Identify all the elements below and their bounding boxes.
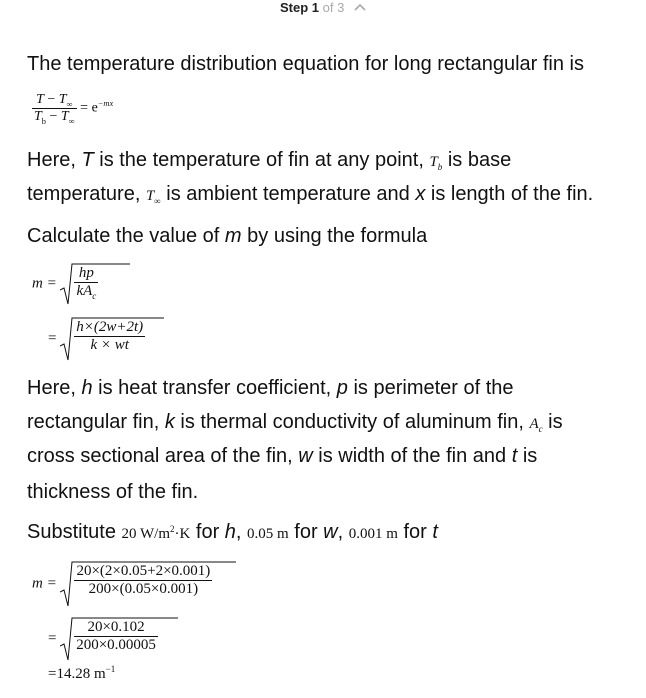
variables-line-3: cross sectional area of the fin, w is width of the fin and t is [27, 445, 538, 467]
step-label: Step 1 [280, 0, 320, 15]
m-formula-line-2: = $\frac{h\times(2w+2t)}{k \times wt}$ [48, 316, 164, 362]
definitions-line-1: Here, T is the temperature of fin at any point, $T_b$ is base [27, 149, 512, 172]
variables-line-1: Here, h is heat transfer coefficient, p is perimeter of the [27, 377, 514, 399]
chevron-up-icon[interactable] [354, 0, 366, 15]
calculate-m-text: Calculate the value of m by using the formula [27, 225, 428, 247]
temperature-equation: $\frac{T - T_\infty}{T_b - T_\infty}$ = $e^{-mx}$ [34, 92, 114, 126]
substitution-line-2: = $\frac{20\times 0.102}{200\times 0.00005}$ [48, 616, 178, 662]
m-formula-line-1: m = hp $kA_c$ [32, 262, 130, 306]
step-header [0, 0, 646, 16]
substitution-line-1: m = $\frac{20\times(2\times 0.05+2\times 0.001)}{200\times(0.05\times 0.001)}$ [32, 560, 236, 608]
variables-line-2: rectangular fin, k is thermal conductivity of aluminum fin, $A_c$ is [27, 411, 563, 434]
intro-text: The temperature distribution equation for long rectangular fin is [27, 53, 584, 75]
step-total: of 3 [322, 0, 345, 15]
substitute-text: Substitute 20 $W/m^2\cdot K$ for h, 0.05 m for w, 0.001 m for t [27, 521, 438, 543]
variables-line-4: thickness of the fin. [27, 481, 199, 503]
m-result: =14.28 $m^{-1}$ [48, 664, 116, 682]
definitions-line-2: temperature, $T_\infty$ is ambient temperature and x is length of the fin. [27, 183, 594, 206]
